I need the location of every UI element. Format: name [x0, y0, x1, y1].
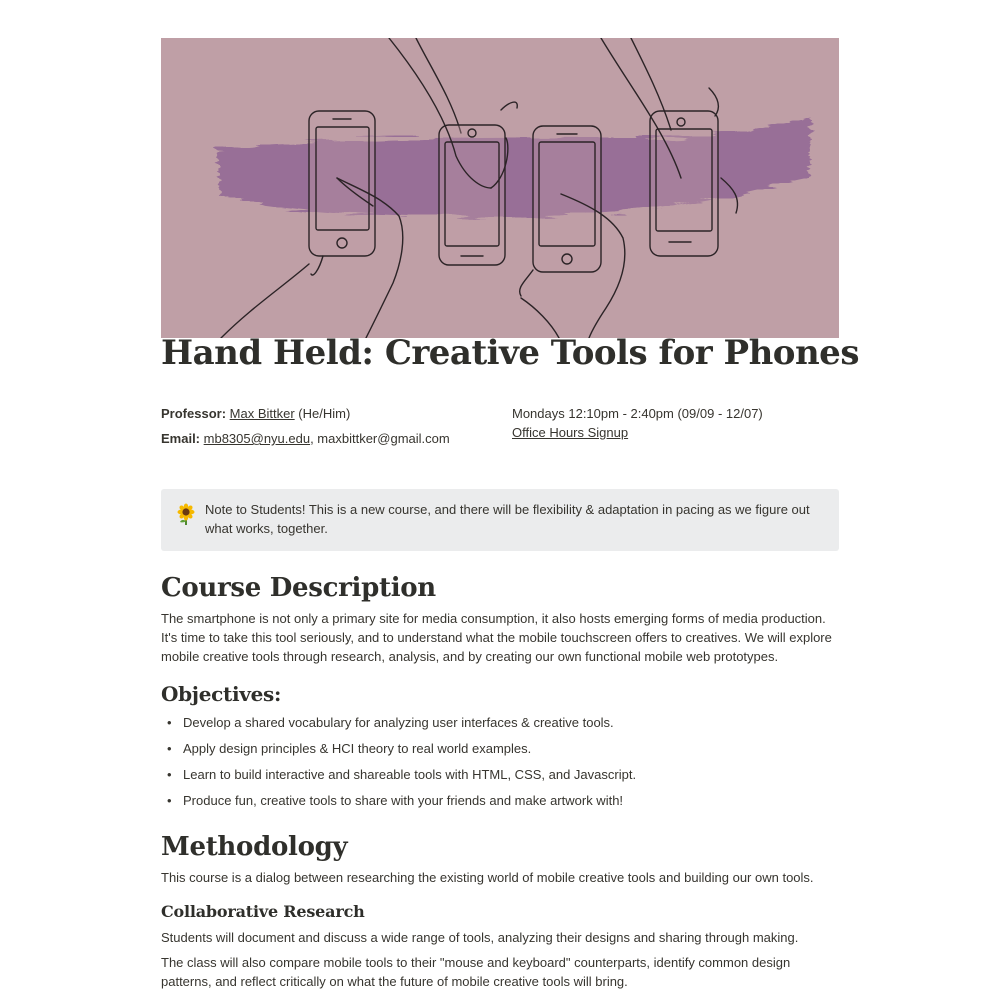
objectives-list	[161, 713, 851, 817]
collaborative-research-heading: Collaborative Research	[161, 902, 365, 921]
methodology-section	[161, 832, 851, 862]
professor-line	[161, 404, 450, 424]
cover-image	[161, 38, 839, 338]
sunflower-icon	[175, 503, 197, 525]
email-secondary: , maxbittker@gmail.com	[310, 431, 450, 446]
collaborative-research-body-1: Students will document and discuss a wide range of tools, analyzing their designs and sharing through making.	[161, 930, 799, 945]
email-label: Email:	[161, 431, 201, 446]
hands-holding-phones-illustration	[161, 38, 839, 338]
objective-item: • Develop a shared vocabulary for analyzing user interfaces & creative tools.	[161, 713, 851, 739]
course-description-heading: Course Description	[161, 573, 436, 603]
collaborative-research-body-2: The class will also compare mobile tools to their "mouse and keyboard" counterparts, identify common design patterns, and reflect critically on what the future of mobile creative tools will bring.	[161, 955, 791, 989]
schedule-text: Mondays 12:10pm - 2:40pm (09/09 - 12/07)	[512, 406, 763, 421]
methodology-heading: Methodology	[161, 832, 348, 862]
callout-text: Note to Students! This is a new course, and there will be flexibility & adaptation in pacing as we figure out what works, together.	[205, 502, 810, 536]
page-title: Hand Held: Creative Tools for Phones	[161, 333, 859, 373]
objective-item: • Apply design principles & HCI theory to real world examples.	[161, 739, 851, 765]
professor-pronouns: (He/Him)	[294, 406, 351, 421]
objectives-heading: Objectives:	[161, 682, 282, 706]
office-hours-signup-link[interactable]: Office Hours Signup	[512, 425, 629, 440]
professor-name-link[interactable]: Max Bittker	[229, 406, 295, 421]
professor-label: Professor:	[161, 406, 227, 421]
collaborative-research-body-wrap	[161, 928, 851, 947]
methodology-body-wrap	[161, 868, 851, 887]
course-description-section	[161, 573, 851, 603]
email-primary-link[interactable]: mb8305@nyu.edu	[203, 431, 311, 446]
objective-item: • Learn to build interactive and shareable tools with HTML, CSS, and Javascript.	[161, 765, 851, 791]
collaborative-research-section	[161, 902, 851, 921]
methodology-body: This course is a dialog between researching the existing world of mobile creative tools and building our own tools.	[161, 870, 814, 885]
course-meta-left	[161, 404, 450, 449]
course-description-body: The smartphone is not only a primary site for media consumption, it also hosts emerging forms of media production. It's time to take this tool seriously, and to understand what the mobile touchscreen offers to creatives. We will explore mobile creative tools through research, analysis, and by creating our own functional mobile web prototypes.	[161, 611, 832, 664]
objectives-list-wrap	[161, 713, 851, 817]
objectives-section	[161, 682, 851, 706]
collaborative-research-body-wrap-2	[161, 953, 841, 991]
note-callout	[161, 489, 839, 551]
objective-item: • Produce fun, creative tools to share with your friends and make artwork with!	[161, 791, 851, 817]
email-line	[161, 429, 450, 449]
course-description-body-wrap	[161, 609, 841, 666]
course-meta-right	[512, 404, 763, 442]
